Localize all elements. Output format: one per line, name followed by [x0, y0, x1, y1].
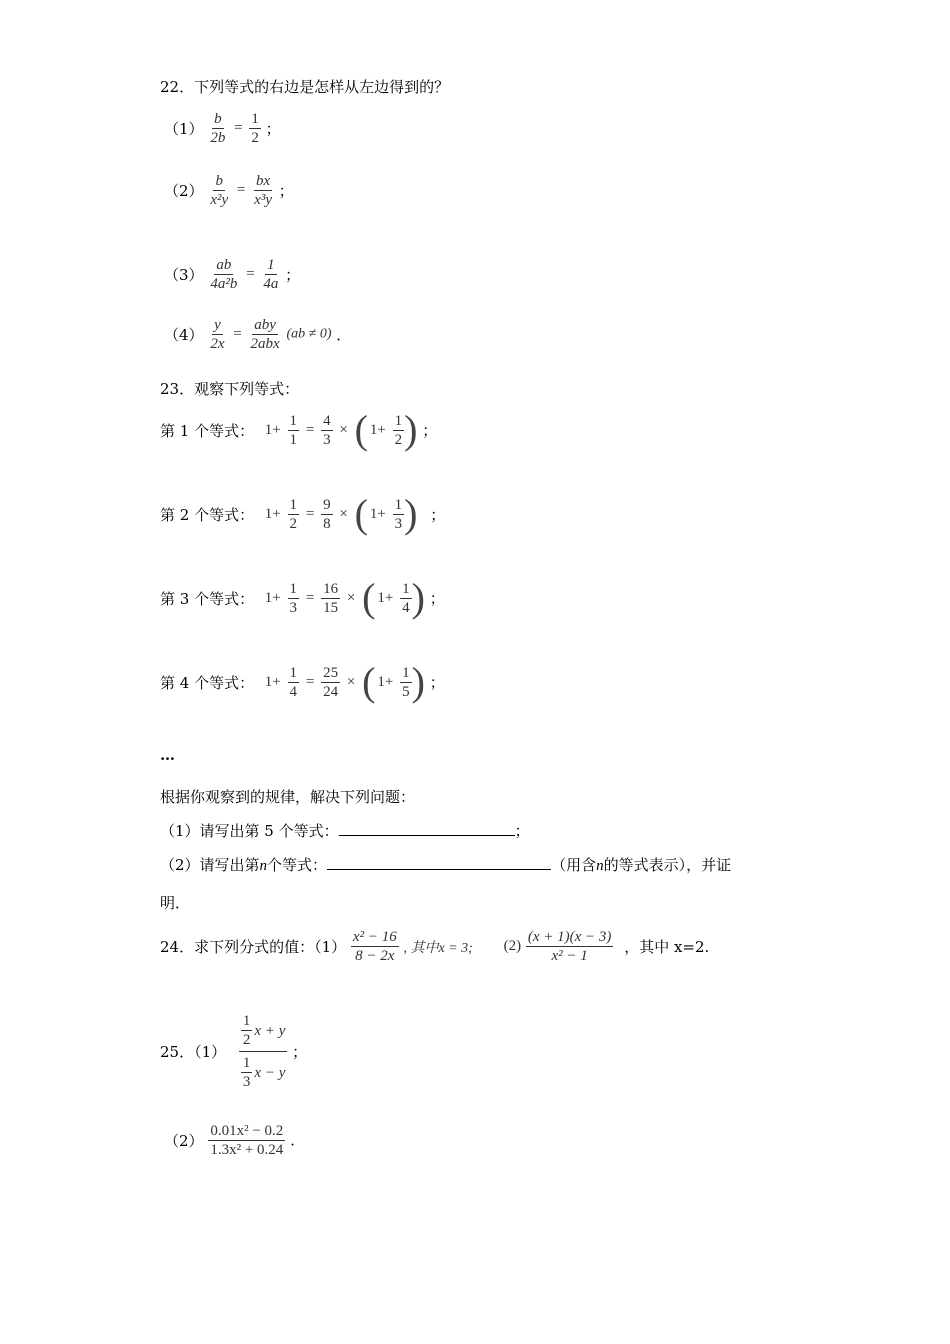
- equals-sign: =: [234, 120, 243, 136]
- rhs-fraction: $\frac{\text{aby}}{\text{2abx}}$: [250, 317, 280, 352]
- q23-equation-2: 第 2 个等式： 1+ $\frac{1}{2}$ = $\frac{9}{8}$ × ( 1+ $\frac{1}{3}$ ) ；: [160, 491, 446, 536]
- item-label: （4）: [164, 326, 204, 344]
- var-n: n: [259, 858, 268, 874]
- q22-item-3: [164, 256, 300, 293]
- paren-fraction: $\frac{1}{4}$: [402, 580, 410, 616]
- item-end: ；: [285, 266, 301, 284]
- paren-fraction: $\frac{1}{3}$: [394, 496, 403, 532]
- q23-equation-4: 第 4 个等式： 1+ $\frac{1}{4}$ = $\frac{25}{24}$ × ( 1+ $\frac{1}{5}$ ) ；: [160, 659, 445, 704]
- equals-sign: =: [233, 326, 242, 342]
- rhs-fraction: $\frac{1}{4a}$: [263, 257, 279, 292]
- fraction: $\frac{1}{3}$: [289, 580, 298, 616]
- q22-title: 22．下列等式的右边是怎样从左边得到的？: [160, 78, 450, 96]
- item-end: ；: [278, 182, 294, 200]
- q23-equation-3: 第 3 个等式： 1+ $\frac{1}{3}$ = $\frac{16}{15}$ × ( 1+ $\frac{1}{4}$ ) ；: [160, 575, 445, 620]
- q23-sub1: （1）请写出第 5 个等式： ；: [160, 822, 530, 840]
- lhs-fraction: $\frac{ab}{\text{4a²b}}$: [210, 257, 238, 292]
- q22-item-4: [164, 316, 351, 353]
- fraction: $\frac{1}{1}$: [289, 412, 298, 448]
- item-end: ．: [336, 326, 352, 344]
- item-label: （3）: [164, 266, 204, 284]
- paren-fraction: $\frac{1}{5}$: [402, 664, 410, 700]
- rhs-fraction: $\frac{bx}{\text{x³y}}$: [254, 173, 272, 208]
- q23-equation-1: 第 1 个等式： 1+ $\frac{1}{1}$ = $\frac{4}{3}$ × ( 1+ $\frac{1}{2}$ ) ；: [160, 407, 438, 452]
- condition: (ab ≠ 0): [286, 326, 332, 342]
- var-n-2: n: [596, 858, 604, 874]
- equals-sign: =: [236, 182, 246, 198]
- equation-label: 第 1 个等式：: [160, 421, 255, 440]
- coef-fraction: $\frac{25}{24}$: [323, 664, 339, 700]
- item-end: ；: [265, 120, 281, 138]
- fraction: $\frac{1}{4}$: [289, 664, 298, 700]
- paren-fraction: $\frac{1}{2}$: [394, 412, 403, 448]
- q24-fraction-2: $\frac{(x + 1)(x - 3)}{\text{x² − 1}}$: [527, 929, 612, 964]
- equation-label: 第 3 个等式：: [160, 589, 255, 608]
- answer-blank-1[interactable]: [339, 821, 515, 836]
- q23-sub2: （2）请写出第n个等式： （用含n的等式表示），并证: [160, 856, 732, 874]
- equation-label: 第 2 个等式：: [160, 505, 255, 524]
- lhs-fraction: $\frac{b}{2b}$: [210, 111, 226, 146]
- q23-sub2-continued: 明．: [160, 894, 191, 912]
- q24-fraction-1: $\frac{\text{x² − 16}}{8 - 2x}$: [352, 929, 397, 964]
- coef-fraction: $\frac{4}{3}$: [323, 412, 331, 448]
- q22-item-1: [164, 110, 281, 147]
- coef-fraction: $\frac{16}{15}$: [323, 580, 339, 616]
- ellipsis: …: [160, 746, 175, 764]
- q25-2: （2） $\frac{\text{0.01x² − 0.2}}{\text{1.3x² + 0.24}}$ .: [164, 1123, 295, 1158]
- answer-blank-2[interactable]: [327, 855, 551, 870]
- equals-sign: =: [246, 266, 255, 282]
- q23-instruction: 根据你观察到的规律，解决下列问题：: [160, 788, 416, 806]
- q25-1: 25．（1） $\frac{1}{2}$ x + y $\frac{1}{3}$ x − y ；: [160, 1013, 308, 1090]
- lhs-fraction: $\frac{y}{2x}$: [210, 317, 225, 352]
- decimal-fraction: $\frac{\text{0.01x² − 0.2}}{\text{1.3x² + 0.24}}$: [210, 1123, 284, 1158]
- rhs-fraction: $\frac{1}{2}$: [251, 111, 259, 146]
- q24-condition: , 其中x = 3;: [403, 940, 473, 956]
- equation-label: 第 4 个等式：: [160, 673, 255, 692]
- fraction: $\frac{1}{2}$: [289, 496, 298, 532]
- q22-item-2: [164, 172, 294, 209]
- q24: 24．求下列分式的值：（1） $\frac{\text{x² − 16}}{8 - 2x}$ , 其中x = 3; (2) $\frac{(x + 1)(x - 3)}{\text{x² − 1}}$ ，其中 x=2.: [160, 929, 710, 964]
- coef-fraction: $\frac{9}{8}$: [323, 496, 331, 532]
- compound-fraction: $\frac{1}{2}$ x + y $\frac{1}{3}$ x − y: [239, 1012, 287, 1091]
- lhs-fraction: $\frac{b}{\text{x²y}}$: [210, 173, 229, 208]
- item-label: （1）: [164, 120, 204, 138]
- q23-title: 23．观察下列等式：: [160, 380, 300, 398]
- item-label: （2）: [164, 182, 204, 200]
